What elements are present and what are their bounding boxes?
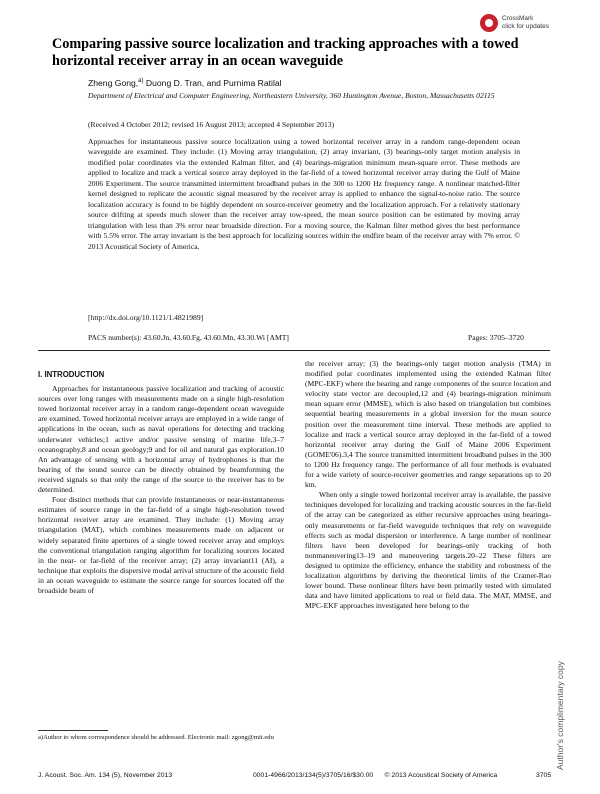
paragraph: When only a single towed horizontal receiver array is available, the passive techniques developed for localizing and tracking acoustic sources in the far-field of the array can be categorized as either recursive approaches using bearings-only measurements or far-field waveguide techniques that rely on waveguide effects such as modal dispersion or interference. A large number of nonlinear filters have been developed for bearings-only tracking of both nonmaneuvering13–19 and maneuvering targets.20–22 These filters are designed to optimize the efficiency, enhance the stability and robustness of the localization algorithms by deriving the theoretical limits of the Cramer-Rao lower bound. These nonlinear filters have been primarily tested with simulated data and have limited applications to real or field data. The MAT, MMSE, and MPC-EKF approaches investigated here belong to the <box>305 490 551 611</box>
footer-journal: J. Acoust. Soc. Am. 134 (5), November 2013 <box>38 772 173 779</box>
section-heading: I. INTRODUCTION <box>38 370 105 379</box>
footnote: a)Author to whom correspondence should be addressed. Electronic mail: zgong@mit.edu <box>38 734 274 741</box>
crossmark-icon <box>480 14 498 32</box>
footer-page-number: 3705 <box>536 772 552 779</box>
side-watermark: Author's complimentary copy <box>555 661 565 770</box>
page-range: Pages: 3705–3720 <box>468 333 524 342</box>
footer-codes: 0001-4966/2013/134(5)/3705/16/$30.00 © 2013 Acoustical Society of America <box>253 772 498 779</box>
doi-link[interactable]: [http://dx.doi.org/10.1121/1.4821989] <box>88 313 204 322</box>
crossmark-badge[interactable] <box>480 12 564 38</box>
left-column <box>38 370 284 596</box>
footnote-divider <box>38 730 108 731</box>
divider <box>38 350 550 351</box>
crossmark-label: CrossMark click for updates <box>502 15 549 30</box>
paper-title: Comparing passive source localization and tracking approaches with a towed horizontal receiver array in an ocean waveguide <box>52 36 519 69</box>
paragraph: Approaches for instantaneous passive localization and tracking of acoustic sources over long ranges with measurements made on a single high-resolution towed horizontal receiver array in a random range-dependent ocean waveguide are examined. Towed horizontal receiver arrays are employed in a wide range of applications in the ocean, such as naval operations for detecting and tracking underwater vehicles;1 active and/or passive sensing of marine life,3–7 oceanography,8 and ocean geology;9 and for oil and natural gas exploration.10 An advantage of sensing with a horizontal array of hydrophones is that the bearing of the sound source can be directly obtained by beamforming the received signals so that only the range of the source to the receiver has to be determined. <box>38 384 284 495</box>
right-column <box>305 359 551 611</box>
abstract: Approaches for instantaneous passive source localization using a towed horizontal receiver array in a random range-dependent ocean waveguide are examined. They include: (1) Moving array triangulation, (2) array invariant, (3) bearings-only target motion analysis in modified polar coordinates via the extended Kalman filter, and (4) bearings-migration minimum mean-square error. These methods are applied to localize and track a vertical source array deployed in the far-field of a towed horizontal receiver array during the Gulf of Maine 2006 Experiment. The source transmitted intermittent broadband pulses in the 300 to 1200 Hz frequency range. A nonlinear matched-filter kernel designed to replicate the acoustic signal measured by the receiver array is applied to enhance the signal-to-noise ratio. The source localization accuracy is found to be highly dependent on source-receiver geometry and the localization approach. For a relatively stationary source drifting at speeds much slower than the receiver array tow-speed, the mean source position can be estimated by moving array triangulation with less than 3% error near broadside direction. For a moving source, the Kalman filter method gives the best performance with 5.5% error. The array invariant is the best approach for localizing sources within the endfire beam of the receiver array with 7% error. © 2013 Acoustical Society of America. <box>88 137 520 251</box>
author-list: Zheng Gong,$^{a)}$ Duong D. Tran, and Purnima Ratilal <box>88 78 282 88</box>
received-dates: (Received 4 October 2012; revised 16 August 2013; accepted 4 September 2013) <box>88 120 335 129</box>
pacs-numbers: PACS number(s): 43.60.Jn, 43.60.Fg, 43.60.Mn, 43.30.Wi [AMT] <box>88 333 289 342</box>
affiliation: Department of Electrical and Computer Engineering, Northeastern University, 360 Huntington Avenue, Boston, Massachusetts 02115 <box>88 91 495 100</box>
paragraph: the receiver array; (3) the bearings-only target motion analysis (TMA) in modified polar coordinates implemented using the extended Kalman filter (MPC-EKF) where the bearing and range components of the source location and velocity state vector are decoupled,12 and (4) bearings-migration minimum mean square error (MMSE), which is also based on triangulation but combines sequential bearing measurements in a global inversion for the mean source position over the measurement time interval. These methods are applied to localize and track a vertical source array deployed in the far-field of a towed horizontal receiver array during the Gulf of Maine 2006 Experiment (GOME'06).3,4 The source transmitted intermittent broadband pulses in the 300 to 1200 Hz frequency range. The performance of all four methods is evaluated for a wide variety of source-receiver geometries and range separations up to 20 km. <box>305 359 551 490</box>
paragraph: Four distinct methods that can provide instantaneous or near-instantaneous estimates of source range in the far-field of a single high-resolution towed horizontal receiver array are examined. They include: (1) Moving array triangulation (MAT), which combines measurements made on adjacent or widely separated finite apertures of a single towed receiver array and employs the conventional triangulation ranging algorithm for localizing sources located in the near- or far-field of the receiver array; (2) array invariant11 (AI), a technique that exploits the dispersive modal arrival structure of the acoustic field in an ocean waveguide to estimate the source range for sources located off the broadside beam of <box>38 495 284 595</box>
